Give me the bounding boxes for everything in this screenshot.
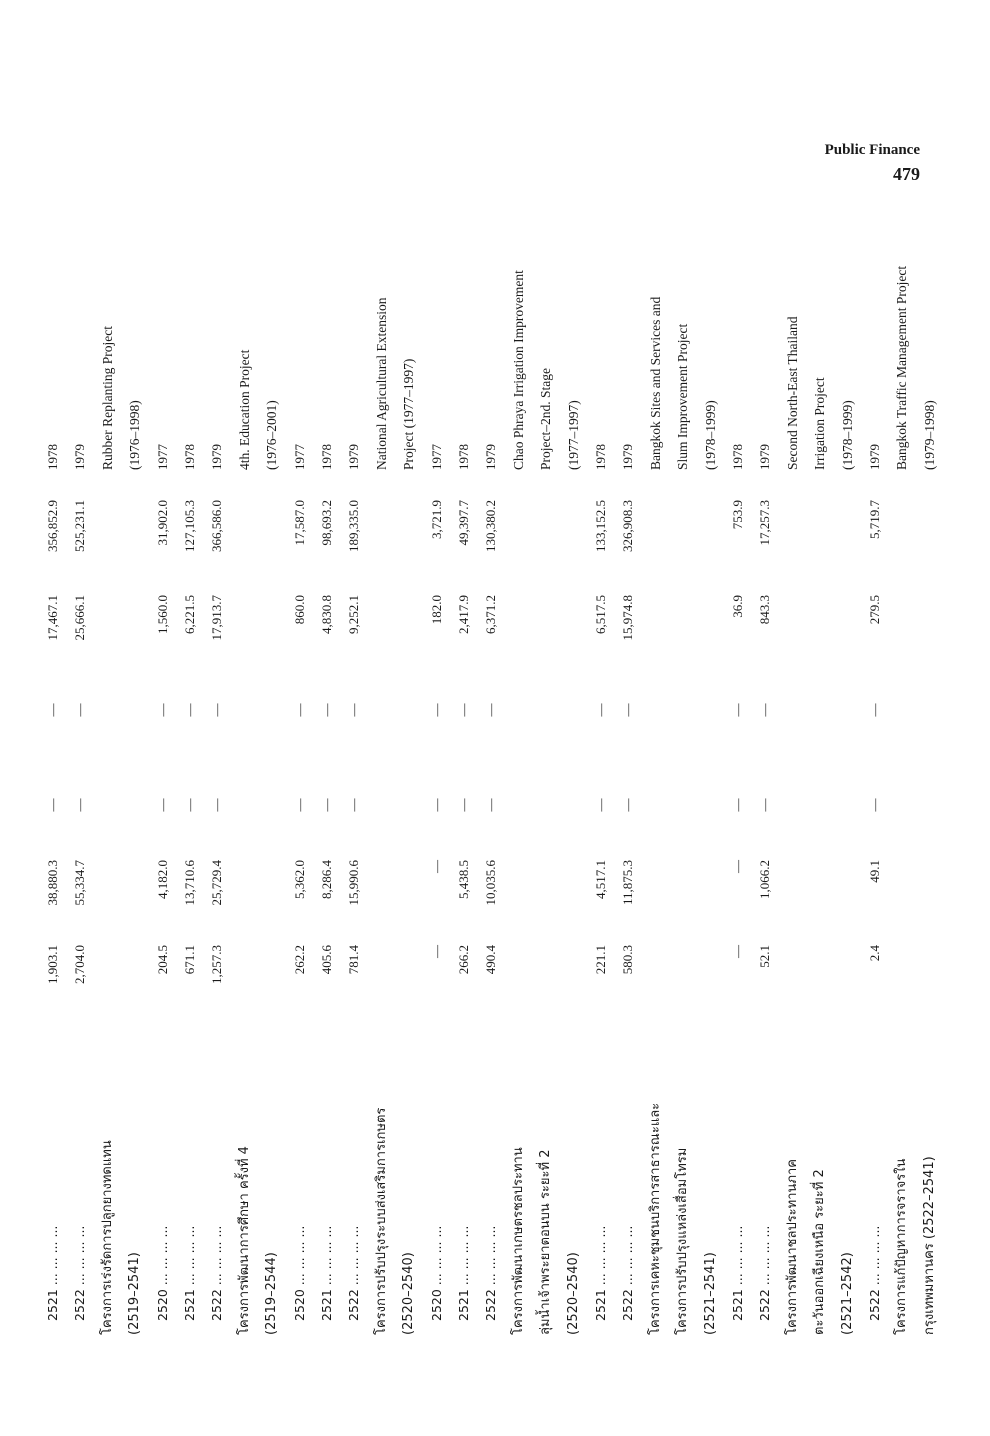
value-5: 6,221.5 xyxy=(182,595,197,634)
project-heading-row xyxy=(780,195,806,1345)
project-heading-row xyxy=(670,195,696,1345)
thai-label: 2521 ... ... ... ... xyxy=(730,1225,745,1321)
english-label: 1979 xyxy=(867,444,882,470)
value-1: 490.4 xyxy=(483,945,499,975)
value-4: — xyxy=(867,703,882,717)
thai-label: 2522 ... ... ... ... xyxy=(483,1225,499,1321)
value-4: — xyxy=(45,703,60,717)
value-6: 49,397.7 xyxy=(456,500,471,546)
thai-label: 2522 ... ... ... ... xyxy=(757,1225,773,1321)
value-6: 3,721.9 xyxy=(428,500,444,539)
value-2: 15,990.6 xyxy=(346,860,362,906)
value-6: 17,257.3 xyxy=(757,500,773,546)
value-4: — xyxy=(620,703,636,717)
english-label: Project–2nd. Stage xyxy=(538,368,554,470)
thai-label: 2520 ... ... ... ... xyxy=(291,1225,307,1321)
value-6: 189,335.0 xyxy=(346,500,362,552)
thai-label: (2520–2540) xyxy=(565,1252,581,1335)
english-label: 1979 xyxy=(757,444,773,470)
year-row xyxy=(40,195,66,1345)
project-heading-row xyxy=(122,195,148,1345)
project-heading-row xyxy=(835,195,861,1345)
value-2: 25,729.4 xyxy=(209,860,225,906)
value-2: 55,334.7 xyxy=(72,860,88,906)
value-4: — xyxy=(593,703,608,717)
english-label: 1977 xyxy=(291,444,307,470)
year-row xyxy=(451,195,477,1345)
english-label: 1977 xyxy=(154,444,170,470)
project-heading-row xyxy=(369,195,395,1345)
thai-label: 2520 ... ... ... ... xyxy=(154,1225,170,1321)
thai-label: ลุ่มน้ำเจ้าพระยาตอนบน ระยะที่ 2 xyxy=(538,1149,554,1335)
value-5: 279.5 xyxy=(867,595,882,625)
english-label: (1979–1998) xyxy=(921,400,937,470)
value-5: 9,252.1 xyxy=(346,595,362,634)
thai-label: 2521 ... ... ... ... xyxy=(456,1225,471,1321)
project-heading-row xyxy=(917,195,943,1345)
value-5: 182.0 xyxy=(428,595,444,625)
value-3: — xyxy=(428,798,444,812)
thai-label: (2521–2542) xyxy=(839,1252,855,1335)
value-4: — xyxy=(730,703,745,717)
year-row xyxy=(150,195,176,1345)
value-5: 17,467.1 xyxy=(45,595,60,641)
value-1: 671.1 xyxy=(182,945,197,975)
value-5: 1,560.0 xyxy=(154,595,170,634)
english-label: 4th. Education Project xyxy=(236,349,252,470)
thai-label: โครงการพัฒนาการศึกษา ครั้งที่ 4 xyxy=(236,1146,252,1335)
project-heading-row xyxy=(95,195,121,1345)
value-1: 52.1 xyxy=(757,945,773,968)
thai-label: (2520–2540) xyxy=(401,1252,417,1335)
value-6: 98,693.2 xyxy=(319,500,334,546)
value-3: — xyxy=(209,798,225,812)
thai-label: 2521 ... ... ... ... xyxy=(45,1225,60,1321)
thai-label: 2520 ... ... ... ... xyxy=(428,1225,444,1321)
english-label: 1979 xyxy=(209,444,225,470)
thai-label: ตะวันออกเฉียงเหนือ ระยะที่ 2 xyxy=(812,1169,828,1335)
english-label: Irrigation Project xyxy=(812,377,828,470)
year-row xyxy=(615,195,641,1345)
value-5: 17,913.7 xyxy=(209,595,225,641)
project-heading-row xyxy=(533,195,559,1345)
value-6: 356,852.9 xyxy=(45,500,60,552)
thai-label: 2522 ... ... ... ... xyxy=(72,1225,88,1321)
value-6: 326,908.3 xyxy=(620,500,636,552)
value-5: 4,830.8 xyxy=(319,595,334,634)
value-5: 6,517.5 xyxy=(593,595,608,634)
value-4: — xyxy=(757,703,773,717)
value-6: 17,587.0 xyxy=(291,500,307,546)
english-label: 1979 xyxy=(346,444,362,470)
value-5: 2,417.9 xyxy=(456,595,471,634)
english-label: 1978 xyxy=(182,444,197,470)
english-label: 1978 xyxy=(456,444,471,470)
year-row xyxy=(862,195,888,1345)
value-1: 405.6 xyxy=(319,945,334,975)
english-label: Project (1977–1997) xyxy=(401,358,417,470)
thai-label: โครงการเคหะชุมชนบริการสาธารณะและ xyxy=(647,1102,663,1335)
value-3: — xyxy=(593,798,608,812)
value-1: — xyxy=(428,945,444,958)
value-6: 31,902.0 xyxy=(154,500,170,546)
thai-label: โครงการแก้ปัญหาการจราจรใน xyxy=(894,1158,910,1335)
year-row xyxy=(287,195,313,1345)
value-3: — xyxy=(319,798,334,812)
value-2: 11,875.3 xyxy=(620,860,636,906)
thai-label: โครงการพัฒนาชลประทานภาค xyxy=(784,1159,800,1335)
value-1: — xyxy=(730,945,745,958)
english-label: Chao Phraya Irrigation Improvement xyxy=(510,270,526,470)
section-title: Public Finance xyxy=(824,142,920,158)
year-row xyxy=(177,195,203,1345)
value-3: — xyxy=(346,798,362,812)
thai-label: โครงการปรับปรุงแหล่งเสื่อมโทรม xyxy=(675,1147,691,1335)
value-1: 221.1 xyxy=(593,945,608,975)
value-2: 38,880.3 xyxy=(45,860,60,906)
value-1: 2,704.0 xyxy=(72,945,88,984)
value-4: — xyxy=(72,703,88,717)
value-1: 1,257.3 xyxy=(209,945,225,984)
value-5: 36.9 xyxy=(730,595,745,618)
english-label: (1976–1998) xyxy=(127,400,143,470)
value-3: — xyxy=(730,798,745,812)
value-2: 1,066.2 xyxy=(757,860,773,899)
page-number: 479 xyxy=(893,164,920,184)
thai-label: (2519–2544) xyxy=(264,1252,280,1335)
value-6: 753.9 xyxy=(730,500,745,530)
value-2: — xyxy=(730,860,745,873)
value-6: 525,231.1 xyxy=(72,500,88,552)
value-2: 4,182.0 xyxy=(154,860,170,899)
value-5: 843.3 xyxy=(757,595,773,625)
thai-label: 2522 ... ... ... ... xyxy=(620,1225,636,1321)
value-3: — xyxy=(757,798,773,812)
value-4: — xyxy=(483,703,499,717)
value-5: 15,974.8 xyxy=(620,595,636,641)
value-2: 10,035.6 xyxy=(483,860,499,906)
value-6: 366,586.0 xyxy=(209,500,225,552)
english-label: 1979 xyxy=(483,444,499,470)
value-4: — xyxy=(428,703,444,717)
value-1: 781.4 xyxy=(346,945,362,975)
thai-label: 2521 ... ... ... ... xyxy=(593,1225,608,1321)
value-4: — xyxy=(291,703,307,717)
project-heading-row xyxy=(807,195,833,1345)
value-4: — xyxy=(346,703,362,717)
project-heading-row xyxy=(396,195,422,1345)
thai-label: 2522 ... ... ... ... xyxy=(346,1225,362,1321)
year-row xyxy=(204,195,230,1345)
value-2: 5,438.5 xyxy=(456,860,471,899)
year-row xyxy=(725,195,751,1345)
project-heading-row xyxy=(889,195,915,1345)
value-3: — xyxy=(620,798,636,812)
value-3: — xyxy=(456,798,471,812)
english-label: 1979 xyxy=(72,444,88,470)
value-3: — xyxy=(182,798,197,812)
value-4: — xyxy=(456,703,471,717)
thai-label: กรุงเทพมหานคร (2522–2541) xyxy=(921,1156,937,1335)
project-heading-row xyxy=(698,195,724,1345)
value-5: 25,666.1 xyxy=(72,595,88,641)
english-label: Bangkok Traffic Management Project xyxy=(894,265,910,470)
value-1: 262.2 xyxy=(291,945,307,975)
english-label: 1978 xyxy=(730,444,745,470)
project-heading-row xyxy=(643,195,669,1345)
value-1: 2.4 xyxy=(867,945,882,962)
project-heading-row xyxy=(259,195,285,1345)
thai-label: 2521 ... ... ... ... xyxy=(319,1225,334,1321)
thai-label: โครงการเร่งรัดการปลูกยางทดแทน xyxy=(99,1140,115,1335)
value-1: 266.2 xyxy=(456,945,471,975)
value-6: 133,152.5 xyxy=(593,500,608,552)
thai-label: 2522 ... ... ... ... xyxy=(867,1225,882,1321)
value-4: — xyxy=(319,703,334,717)
english-label: 1977 xyxy=(428,444,444,470)
value-6: 130,380.2 xyxy=(483,500,499,552)
value-3: — xyxy=(483,798,499,812)
value-6: 127,105.3 xyxy=(182,500,197,552)
year-row xyxy=(67,195,93,1345)
value-3: — xyxy=(154,798,170,812)
year-row xyxy=(478,195,504,1345)
english-label: Second North-East Thailand xyxy=(784,316,800,470)
value-3: — xyxy=(45,798,60,812)
year-row xyxy=(424,195,450,1345)
year-row xyxy=(752,195,778,1345)
value-4: — xyxy=(182,703,197,717)
english-label: 1978 xyxy=(45,444,60,470)
loan-projects-table xyxy=(40,195,937,1345)
english-label: Rubber Replanting Project xyxy=(99,326,115,470)
english-label: (1977–1997) xyxy=(565,400,581,470)
value-2: 4,517.1 xyxy=(593,860,608,899)
value-2: 13,710.6 xyxy=(182,860,197,906)
english-label: (1976–2001) xyxy=(264,400,280,470)
english-label: (1978–1999) xyxy=(839,400,855,470)
project-heading-row xyxy=(232,195,258,1345)
value-5: 860.0 xyxy=(291,595,307,625)
thai-label: (2521–2541) xyxy=(702,1252,718,1335)
year-row xyxy=(341,195,367,1345)
value-4: — xyxy=(154,703,170,717)
value-2: 8,286.4 xyxy=(319,860,334,899)
value-1: 580.3 xyxy=(620,945,636,975)
value-1: 1,903.1 xyxy=(45,945,60,984)
english-label: 1978 xyxy=(593,444,608,470)
thai-label: 2522 ... ... ... ... xyxy=(209,1225,225,1321)
year-row xyxy=(588,195,614,1345)
english-label: 1978 xyxy=(319,444,334,470)
thai-label: 2521 ... ... ... ... xyxy=(182,1225,197,1321)
value-4: — xyxy=(209,703,225,717)
project-heading-row xyxy=(506,195,532,1345)
year-row xyxy=(314,195,340,1345)
english-label: 1979 xyxy=(620,444,636,470)
english-label: Bangkok Sites and Services and xyxy=(647,296,663,470)
english-label: Slum Improvement Project xyxy=(675,323,691,470)
value-6: 5,719.7 xyxy=(867,500,882,539)
value-2: 49.1 xyxy=(867,860,882,883)
value-2: 5,362.0 xyxy=(291,860,307,899)
thai-label: โครงการปรับปรุงระบบส่งเสริมการเกษตร xyxy=(373,1107,389,1335)
english-label: (1978–1999) xyxy=(702,400,718,470)
value-1: 204.5 xyxy=(154,945,170,975)
thai-label: โครงการพัฒนาเกษตรชลประทาน xyxy=(510,1147,526,1335)
value-5: 6,371.2 xyxy=(483,595,499,634)
value-3: — xyxy=(291,798,307,812)
english-label: National Agricultural Extension xyxy=(373,297,389,470)
project-heading-row xyxy=(561,195,587,1345)
value-3: — xyxy=(72,798,88,812)
thai-label: (2519–2541) xyxy=(127,1252,143,1335)
value-3: — xyxy=(867,798,882,812)
value-2: — xyxy=(428,860,444,873)
